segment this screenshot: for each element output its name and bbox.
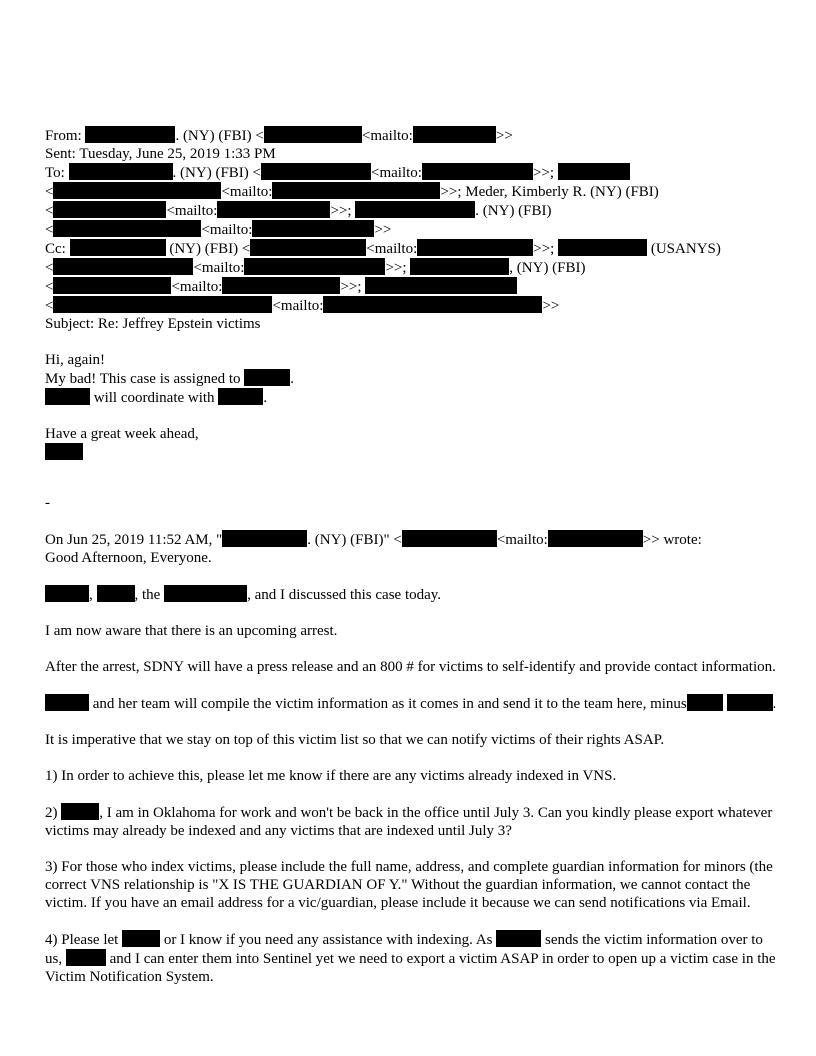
redaction (422, 163, 533, 180)
reply-line-2: My bad! This case is assigned to . (45, 371, 295, 387)
paragraph-5: It is imperative that we stay on top of this victim list so that we can notify victims of their rights ASAP. (45, 732, 665, 748)
redaction (250, 239, 366, 256)
paragraph-2: I am now aware that there is an upcoming arrest. (45, 623, 338, 639)
reply-greeting: Hi, again! (45, 352, 105, 368)
redaction (53, 220, 201, 237)
redaction (496, 930, 541, 947)
redaction (252, 220, 374, 237)
list-item-1: 1) In order to achieve this, please let me know if there are any victims already indexed in VNS. (45, 768, 617, 784)
redaction (272, 182, 440, 199)
redaction (548, 530, 643, 547)
redaction (402, 530, 497, 547)
redaction (413, 126, 496, 143)
redaction (365, 277, 517, 294)
redaction (222, 530, 307, 547)
cc-line-2: < <mailto: >>; , (NY) (FBI) (45, 260, 586, 276)
paragraph-3: After the arrest, SDNY will have a press release and an 800 # for victims to self-identify and provide contact information. (45, 659, 776, 675)
redaction (45, 443, 83, 460)
redaction (53, 258, 193, 275)
redaction (244, 258, 385, 275)
sent-line: Sent: Tuesday, June 25, 2019 1:33 PM (45, 146, 276, 162)
redaction (45, 388, 90, 405)
redaction (261, 163, 371, 180)
reply-signature (45, 443, 780, 462)
redaction (164, 585, 247, 602)
redaction (66, 949, 106, 966)
redaction (244, 369, 290, 386)
redaction (410, 258, 509, 275)
redaction (222, 277, 340, 294)
paragraph-4: and her team will compile the victim information as it comes in and send it to the team here, minus . (45, 694, 780, 713)
list-item-2: 2) , I am in Oklahoma for work and won't be back in the office until July 3. Can you kindly please export whatever victims may already be indexed and any victims that are indexed until July 3? (45, 805, 773, 839)
cc-line-4: < <mailto: >> (45, 298, 560, 314)
reply-line-3: will coordinate with . (45, 388, 780, 407)
redaction (264, 126, 362, 143)
original-intro: On Jun 25, 2019 11:52 AM, " . (NY) (FBI)" < <mailto: >> wrote: (45, 532, 702, 548)
email-document (45, 126, 780, 1004)
original-greeting: Good Afternoon, Everyone. (45, 550, 212, 566)
redaction (687, 694, 723, 711)
redaction (69, 163, 173, 180)
paragraph-1: , , the , and I discussed this case today. (45, 585, 780, 604)
redaction (217, 201, 330, 218)
redaction (122, 930, 160, 947)
redaction (417, 239, 533, 256)
redaction (218, 388, 263, 405)
redaction (45, 585, 89, 602)
to-line-2: < <mailto: >>; Meder, Kimberly R. (NY) (FBI) (45, 184, 659, 200)
from-line: From: . (NY) (FBI) < <mailto: >> (45, 128, 513, 144)
redaction (97, 585, 135, 602)
redaction (558, 163, 630, 180)
list-item-4: 4) Please let or I know if you need any assistance with indexing. As sends the victim information over to us, and I can enter them into Sentinel yet we need to export a victim ASAP in order to open up a victim case in the Victim Notification System. (45, 932, 776, 985)
redaction (53, 296, 272, 313)
redaction (45, 694, 89, 711)
cc-line-3: < <mailto: >>; (45, 277, 780, 296)
to-line-4: < <mailto: >> (45, 222, 392, 238)
redaction (355, 201, 475, 218)
redaction (53, 277, 171, 294)
to-line-3: < <mailto: >>; . (NY) (FBI) (45, 203, 552, 219)
cc-line: Cc: (NY) (FBI) < <mailto: >>; (USANYS) (45, 241, 721, 257)
redaction (727, 694, 773, 711)
redaction (53, 201, 166, 218)
redaction (61, 803, 99, 820)
to-line: To: . (NY) (FBI) < <mailto: >>; (45, 163, 780, 182)
separator-dash: - (45, 495, 50, 511)
redaction (323, 296, 542, 313)
redaction (70, 239, 166, 256)
redaction (85, 126, 175, 143)
redaction (558, 239, 647, 256)
reply-closing: Have a great week ahead, (45, 426, 199, 442)
subject-line: Subject: Re: Jeffrey Epstein victims (45, 316, 261, 332)
redaction (53, 182, 221, 199)
list-item-3: 3) For those who index victims, please include the full name, address, and complete guardian information for minors (the correct VNS relationship is "X IS THE GUARDIAN OF Y." Without the guardian information, we cannot contact the victim. If you have an email address for a vic/guardian, please include it because we can send notifications via Email. (45, 859, 773, 911)
